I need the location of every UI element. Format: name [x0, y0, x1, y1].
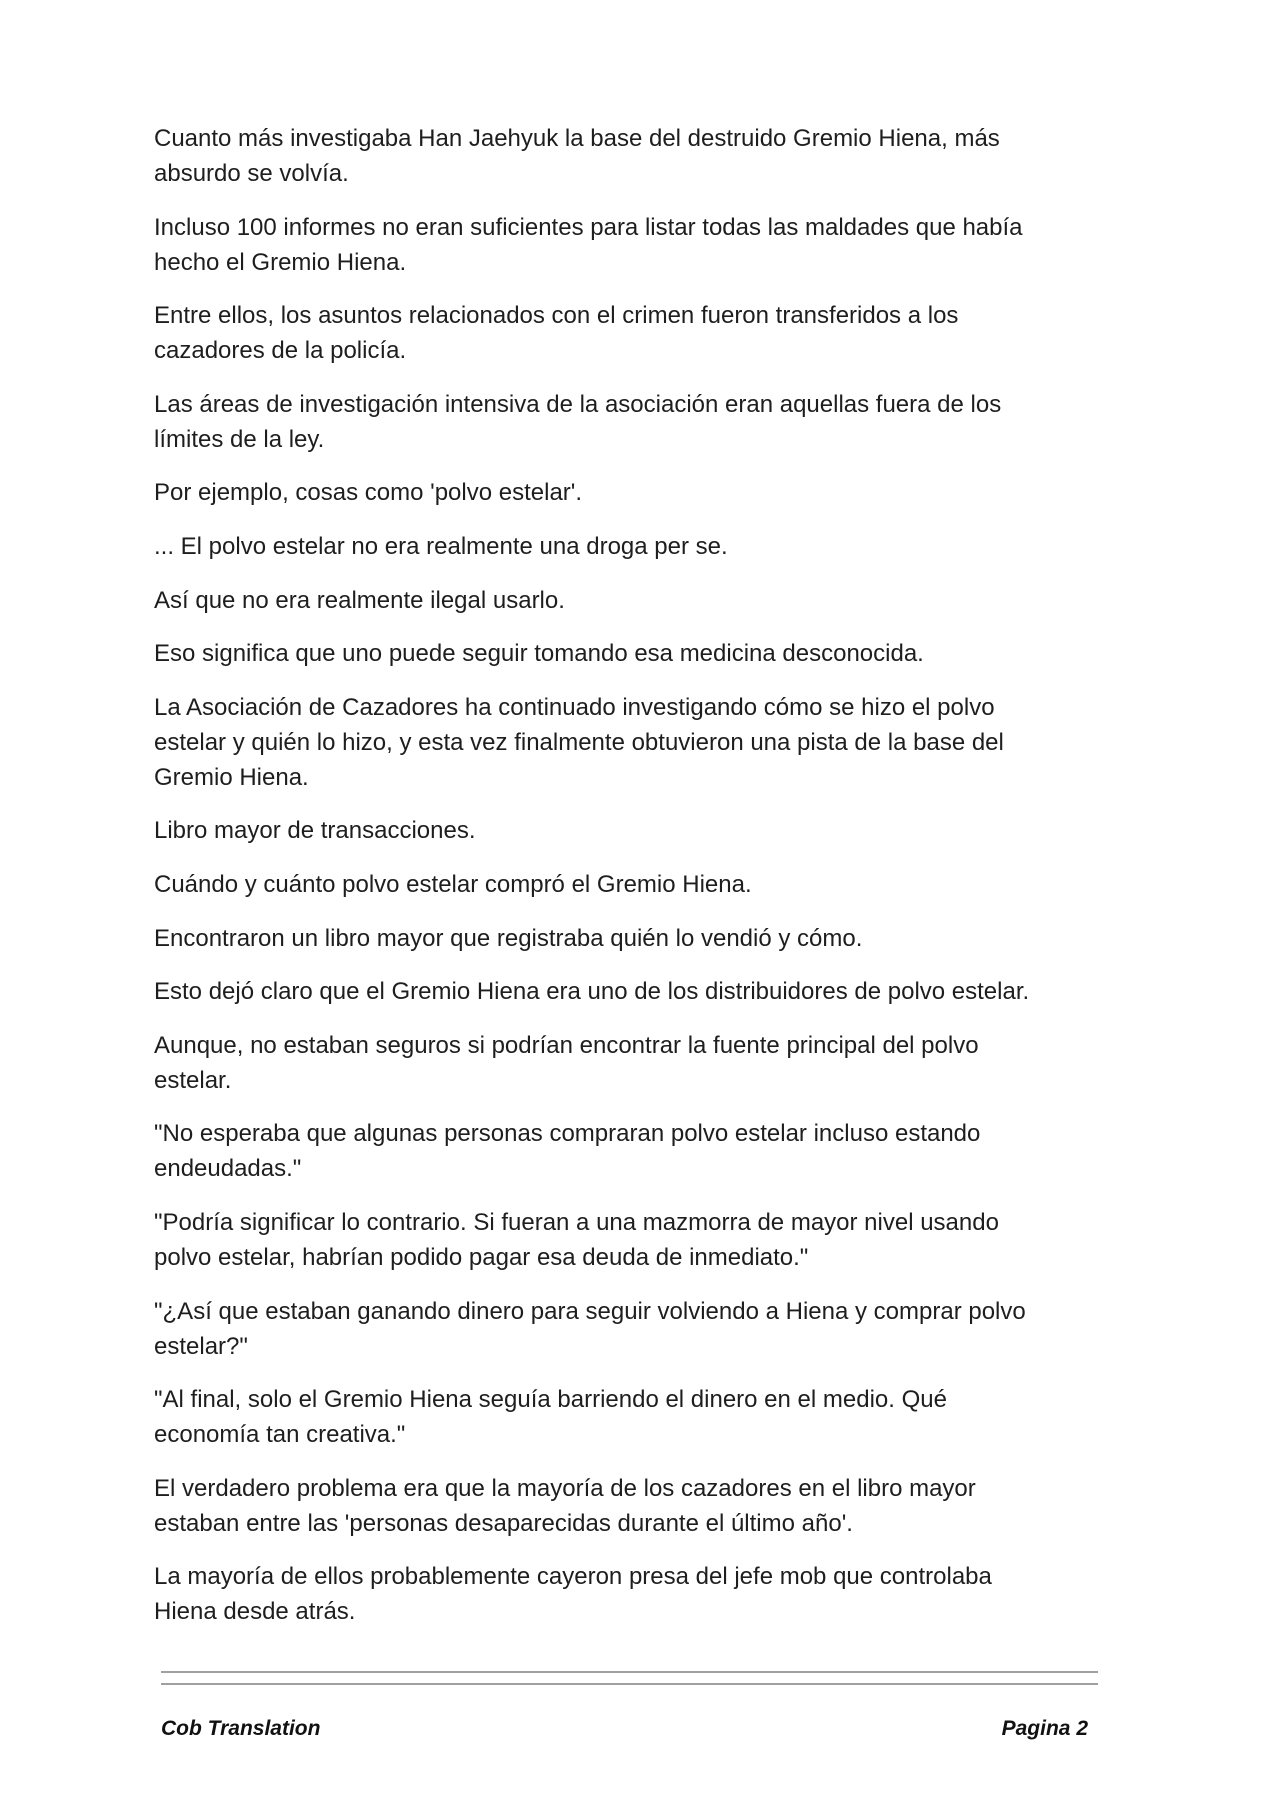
text-line: cazadores de la policía.	[154, 337, 407, 365]
text-line: "Al final, solo el Gremio Hiena seguía barriendo el dinero en el medio. Qué	[154, 1386, 947, 1414]
text-line: endeudadas."	[154, 1155, 302, 1183]
footer-divider-bottom	[161, 1683, 1098, 1685]
text-line: Aunque, no estaban seguros si podrían encontrar la fuente principal del polvo	[154, 1031, 979, 1059]
paragraph	[154, 921, 1154, 956]
paragraph	[154, 1205, 1154, 1275]
text-line: "¿Así que estaban ganando dinero para seguir volviendo a Hiena y comprar polvo	[154, 1297, 1026, 1325]
text-line: absurdo se volvía.	[154, 160, 349, 187]
paragraph	[154, 813, 1154, 848]
paragraph	[154, 529, 1154, 564]
text-line: La mayoría de ellos probablemente cayeron presa del jefe mob que controlaba	[154, 1563, 992, 1591]
text-line: Gremio Hiena.	[154, 763, 309, 791]
text-line: Libro mayor de transacciones.	[154, 817, 476, 845]
paragraph	[154, 1559, 1154, 1629]
text-line: economía tan creativa."	[154, 1421, 406, 1449]
paragraph	[154, 210, 1154, 280]
text-line: estaban entre las 'personas desaparecidas durante el último año'.	[154, 1509, 853, 1537]
text-line: "No esperaba que algunas personas compraran polvo estelar incluso estando	[154, 1120, 981, 1148]
text-line: Incluso 100 informes no eran suficientes para listar todas las maldades que había	[154, 213, 1023, 241]
paragraph	[154, 387, 1154, 457]
paragraph	[154, 298, 1154, 368]
paragraph	[154, 1294, 1154, 1364]
paragraph	[154, 1028, 1154, 1098]
paragraph	[154, 636, 1154, 671]
text-line: Por ejemplo, cosas como 'polvo estelar'.	[154, 479, 583, 507]
paragraph	[154, 867, 1154, 902]
footer-credit: Cob Translation	[161, 1717, 321, 1740]
text-line: polvo estelar, habrían podido pagar esa deuda de inmediato."	[154, 1243, 809, 1271]
paragraph	[154, 475, 1154, 510]
paragraph	[154, 1382, 1154, 1452]
paragraph	[154, 121, 1154, 191]
paragraph	[154, 1471, 1154, 1541]
text-line: estelar.	[154, 1066, 232, 1094]
text-line: Hiena desde atrás.	[154, 1598, 356, 1626]
document-body	[154, 121, 1154, 1629]
text-line: Entre ellos, los asuntos relacionados con el crimen fueron transferidos a los	[154, 302, 959, 330]
paragraph	[154, 1116, 1154, 1186]
paragraph	[154, 690, 1154, 795]
footer-divider-top	[161, 1671, 1098, 1673]
text-line: Cuanto más investigaba Han Jaehyuk la base del destruido Gremio Hiena, más	[154, 125, 1000, 152]
text-line: Esto dejó claro que el Gremio Hiena era uno de los distribuidores de polvo estelar.	[154, 978, 1030, 1006]
text-line: ... El polvo estelar no era realmente una droga per se.	[154, 532, 728, 560]
text-line: "Podría significar lo contrario. Si fueran a una mazmorra de mayor nivel usando	[154, 1208, 999, 1236]
text-line: límites de la ley.	[154, 425, 325, 453]
text-line: Las áreas de investigación intensiva de la asociación eran aquellas fuera de los	[154, 390, 1002, 418]
paragraph	[154, 583, 1154, 618]
text-line: estelar?"	[154, 1332, 248, 1360]
text-line: El verdadero problema era que la mayoría de los cazadores en el libro mayor	[154, 1474, 976, 1502]
text-line: Eso significa que uno puede seguir tomando esa medicina desconocida.	[154, 640, 924, 668]
paragraph	[154, 974, 1154, 1009]
text-line: La Asociación de Cazadores ha continuado investigando cómo se hizo el polvo	[154, 693, 995, 721]
text-line: estelar y quién lo hizo, y esta vez finalmente obtuvieron una pista de la base del	[154, 728, 1004, 756]
text-line: Encontraron un libro mayor que registraba quién lo vendió y cómo.	[154, 924, 863, 952]
text-line: Así que no era realmente ilegal usarlo.	[154, 586, 565, 614]
text-line: hecho el Gremio Hiena.	[154, 248, 407, 276]
page-number: Pagina 2	[1001, 1717, 1088, 1740]
text-line: Cuándo y cuánto polvo estelar compró el Gremio Hiena.	[154, 870, 752, 898]
